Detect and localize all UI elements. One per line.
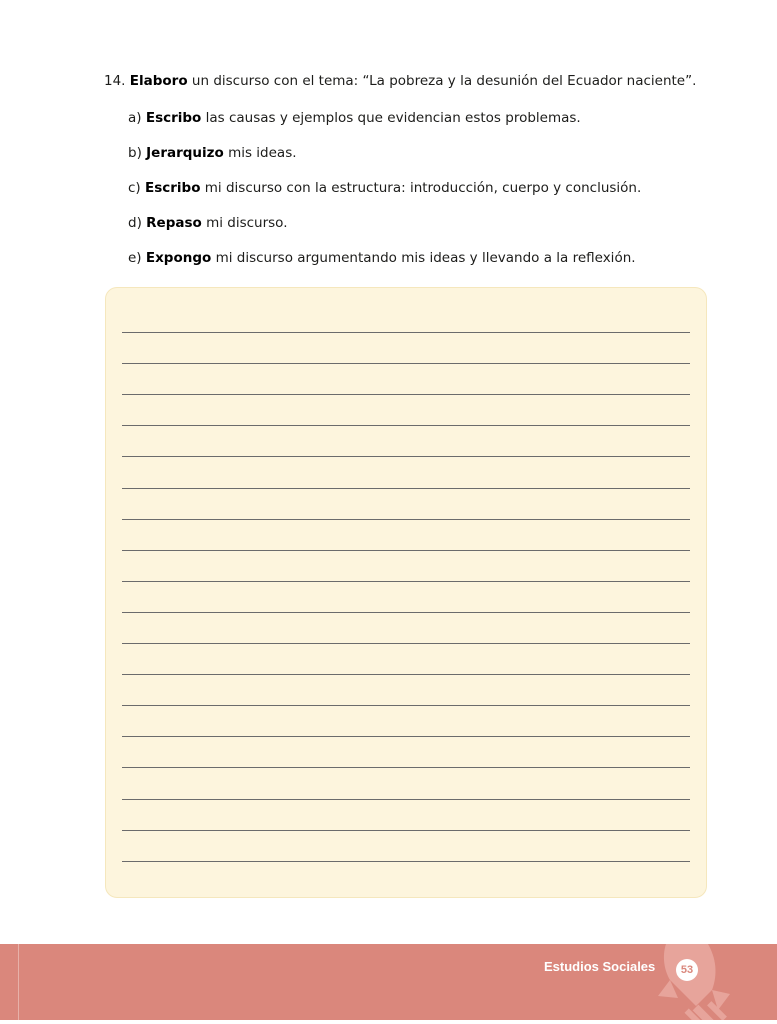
question-number: 14. — [104, 73, 126, 89]
rocket-icon — [656, 944, 746, 1020]
sub-item-text: mi discurso. — [201, 215, 288, 231]
writing-line — [122, 456, 690, 457]
sub-item-letter: d) — [128, 215, 142, 231]
question-14 — [104, 71, 696, 91]
writing-line — [122, 363, 690, 364]
writing-line — [122, 674, 690, 675]
sub-item-d — [128, 213, 288, 233]
footer-edge-divider — [18, 944, 19, 1020]
writing-line — [122, 830, 690, 831]
sub-item-letter: c) — [128, 180, 141, 196]
writing-line — [122, 332, 690, 333]
page-number: 53 — [676, 959, 698, 981]
writing-line — [122, 799, 690, 800]
sub-item-text: mi discurso argumentando mis ideas y llevando a la reflexión. — [211, 250, 636, 266]
sub-item-b — [128, 143, 297, 163]
writing-area[interactable] — [105, 287, 707, 898]
question-text: un discurso con el tema: “La pobreza y la desunión del Ecuador naciente”. — [187, 73, 697, 89]
sub-item-text: mi discurso con la estructura: introducción, cuerpo y conclusión. — [200, 180, 642, 196]
writing-line — [122, 736, 690, 737]
writing-line — [122, 425, 690, 426]
sub-item-a — [128, 108, 581, 128]
writing-line — [122, 861, 690, 862]
sub-item-verb: Escribo — [145, 110, 202, 126]
sub-item-verb: Jerarquizo — [146, 145, 224, 161]
question-verb: Elaboro — [129, 73, 188, 89]
writing-line — [122, 705, 690, 706]
writing-line — [122, 767, 690, 768]
sub-item-verb: Repaso — [146, 215, 202, 231]
sub-item-text: mis ideas. — [223, 145, 297, 161]
writing-line — [122, 612, 690, 613]
writing-line — [122, 643, 690, 644]
writing-line — [122, 519, 690, 520]
sub-item-letter: e) — [128, 250, 142, 266]
writing-line — [122, 394, 690, 395]
sub-item-letter: b) — [128, 145, 142, 161]
sub-item-verb: Escribo — [145, 180, 201, 196]
footer-subject: Estudios Sociales — [544, 959, 656, 974]
writing-line — [122, 488, 690, 489]
sub-item-letter: a) — [128, 110, 142, 126]
sub-item-verb: Expongo — [145, 250, 212, 266]
sub-item-c — [128, 178, 641, 198]
writing-line — [122, 581, 690, 582]
writing-line — [122, 550, 690, 551]
sub-item-text: las causas y ejemplos que evidencian estos problemas. — [201, 110, 581, 126]
sub-item-e — [128, 248, 636, 268]
